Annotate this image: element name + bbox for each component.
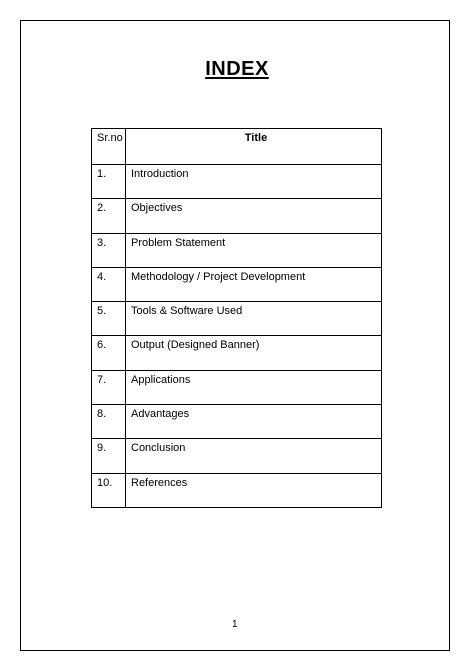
page-number: 1 [232, 619, 238, 630]
row-number: 3. [92, 233, 126, 267]
row-title: Introduction [126, 165, 382, 199]
table-row [92, 267, 382, 301]
row-title: Problem Statement [126, 233, 382, 267]
column-header-title: Title [126, 129, 382, 165]
table-header-row [92, 129, 382, 165]
row-title: Output (Designed Banner) [126, 336, 382, 370]
row-number: 8. [92, 405, 126, 439]
row-title: Objectives [126, 199, 382, 233]
row-number: 4. [92, 267, 126, 301]
table-row [92, 473, 382, 507]
index-table [91, 128, 382, 508]
row-number: 10. [92, 473, 126, 507]
row-title: Applications [126, 370, 382, 404]
table-row [92, 370, 382, 404]
row-number: 5. [92, 302, 126, 336]
row-title: Tools & Software Used [126, 302, 382, 336]
row-number: 1. [92, 165, 126, 199]
table-row [92, 336, 382, 370]
row-title: Conclusion [126, 439, 382, 473]
row-title: Methodology / Project Development [126, 267, 382, 301]
row-title: References [126, 473, 382, 507]
table-row [92, 199, 382, 233]
table-row [92, 165, 382, 199]
page-title: INDEX [205, 58, 269, 80]
row-title: Advantages [126, 405, 382, 439]
table-row [92, 405, 382, 439]
table-row [92, 439, 382, 473]
row-number: 7. [92, 370, 126, 404]
row-number: 2. [92, 199, 126, 233]
row-number: 6. [92, 336, 126, 370]
row-number: 9. [92, 439, 126, 473]
table-row [92, 233, 382, 267]
column-header-sr-no: Sr.no [92, 129, 126, 165]
table-row [92, 302, 382, 336]
